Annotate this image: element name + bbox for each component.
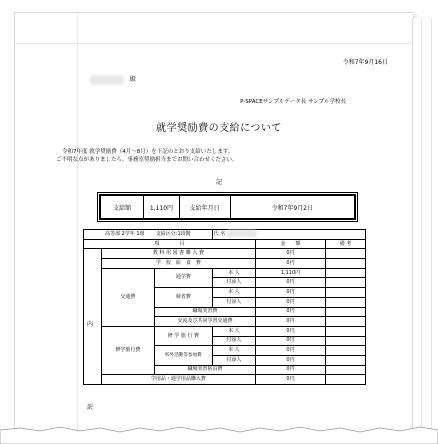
table-row <box>84 230 366 240</box>
amount-value: 1,110円 <box>144 196 180 219</box>
redacted-name <box>227 230 257 237</box>
row-note <box>325 297 365 307</box>
side-label-breakdown: 訳 <box>87 404 94 412</box>
row-amount: 0円 <box>256 355 326 365</box>
payment-date-label: 支給年月日 <box>179 196 230 219</box>
row-amount: 0円 <box>256 307 326 317</box>
side-label-inner: 内 <box>87 321 94 329</box>
row-note <box>325 317 365 327</box>
sub-label: 付添人 <box>212 297 255 307</box>
row-note <box>325 259 365 269</box>
header-amount: 金 額 <box>256 239 326 249</box>
body-line: 令和7年度 就学奨励費（4月～8月）を下記のとおり支給いたします。 <box>62 149 234 155</box>
sub-label: 本 人 <box>212 268 255 278</box>
row-label: 修 学 旅 行 費 <box>155 326 213 345</box>
class-info <box>84 230 213 240</box>
table-row <box>84 239 366 249</box>
table-row <box>84 268 366 278</box>
row-label: 交流及び共同学習交通費 <box>155 317 256 327</box>
row-label: 職場実習費 <box>155 307 256 317</box>
row-label: 職場実習宿泊費 <box>155 365 256 375</box>
class-label: 高等部 2学年 1組 <box>105 230 145 237</box>
amount-label: 支給額 <box>101 196 144 219</box>
row-label: 教 科 用 図 書 購 入 費 <box>101 249 255 259</box>
name-label: 氏 名 <box>213 231 226 238</box>
row-label: 校外活動等参加費 <box>155 346 213 365</box>
row-note <box>325 336 365 346</box>
payment-box <box>97 192 358 222</box>
row-note <box>325 365 365 375</box>
row-note <box>325 249 365 259</box>
row-note <box>325 307 365 317</box>
side-label-cell <box>84 249 102 412</box>
row-label: 通学費 <box>155 268 213 287</box>
student-name <box>212 230 365 240</box>
row-amount: 0円 <box>256 365 326 375</box>
gridline <box>431 18 432 432</box>
issue-date: 令和7年9月16日 <box>342 59 388 66</box>
gridline <box>421 18 422 432</box>
row-amount: 0円 <box>256 259 326 269</box>
header-item: 項 目 <box>84 239 256 249</box>
row-amount: 0円 <box>256 375 326 385</box>
document-title: 就学奨励費の支給について <box>156 123 282 134</box>
row-amount: 0円 <box>256 317 326 327</box>
row-amount: 0円 <box>256 336 326 346</box>
sub-label: 付添人 <box>212 278 255 288</box>
row-amount: 0円 <box>256 326 326 336</box>
body-line: ご不明な点がありましたら、事務室奨励担当までお問い合わせください。 <box>56 157 238 163</box>
row-amount: 0円 <box>256 288 326 298</box>
sub-label: 本 人 <box>212 326 255 336</box>
row-note <box>325 355 365 365</box>
row-note <box>325 326 365 336</box>
torn-edge <box>0 425 438 444</box>
sub-label: 付添人 <box>212 355 255 365</box>
row-note <box>325 268 365 278</box>
row-amount: 1,110円 <box>256 268 326 278</box>
group-label: 修学旅行費 <box>101 326 154 374</box>
group-label: 交通費 <box>101 268 154 326</box>
row-amount: 0円 <box>256 249 326 259</box>
row-label: 学用品・通学用品購入費 <box>101 375 255 385</box>
row-label: 帰省費 <box>155 288 213 307</box>
row-amount: 0円 <box>256 278 326 288</box>
sender: P-SPACEサンプルデータ長 サンプル学校長 <box>240 99 346 105</box>
gridline <box>77 13 78 433</box>
row-amount: 0円 <box>256 346 326 356</box>
row-note <box>325 288 365 298</box>
table-row <box>84 375 366 385</box>
redacted-name <box>90 75 124 85</box>
row-note <box>325 346 365 356</box>
row-note <box>325 278 365 288</box>
gridline <box>15 43 413 44</box>
table-row <box>84 259 366 269</box>
category-label: 支給区分:1段階 <box>155 230 191 237</box>
addressee-suffix: 殿 <box>129 76 136 83</box>
addressee <box>90 74 136 85</box>
body-text <box>56 148 362 164</box>
sub-label: 付添人 <box>212 336 255 346</box>
table-row <box>84 249 366 259</box>
payment-date-value: 令和7年9月2日 <box>230 196 354 219</box>
sub-label: 本 人 <box>212 288 255 298</box>
header-note: 備 考 <box>325 239 365 249</box>
sub-label: 本 人 <box>212 346 255 356</box>
breakdown-table <box>83 229 366 412</box>
row-note <box>325 375 365 385</box>
right-edge-gridlines <box>412 18 438 432</box>
row-label: 学 校 給 食 費 <box>101 259 255 269</box>
ki-heading: 記 <box>215 179 222 186</box>
row-amount: 0円 <box>256 297 326 307</box>
table-row <box>84 326 366 336</box>
